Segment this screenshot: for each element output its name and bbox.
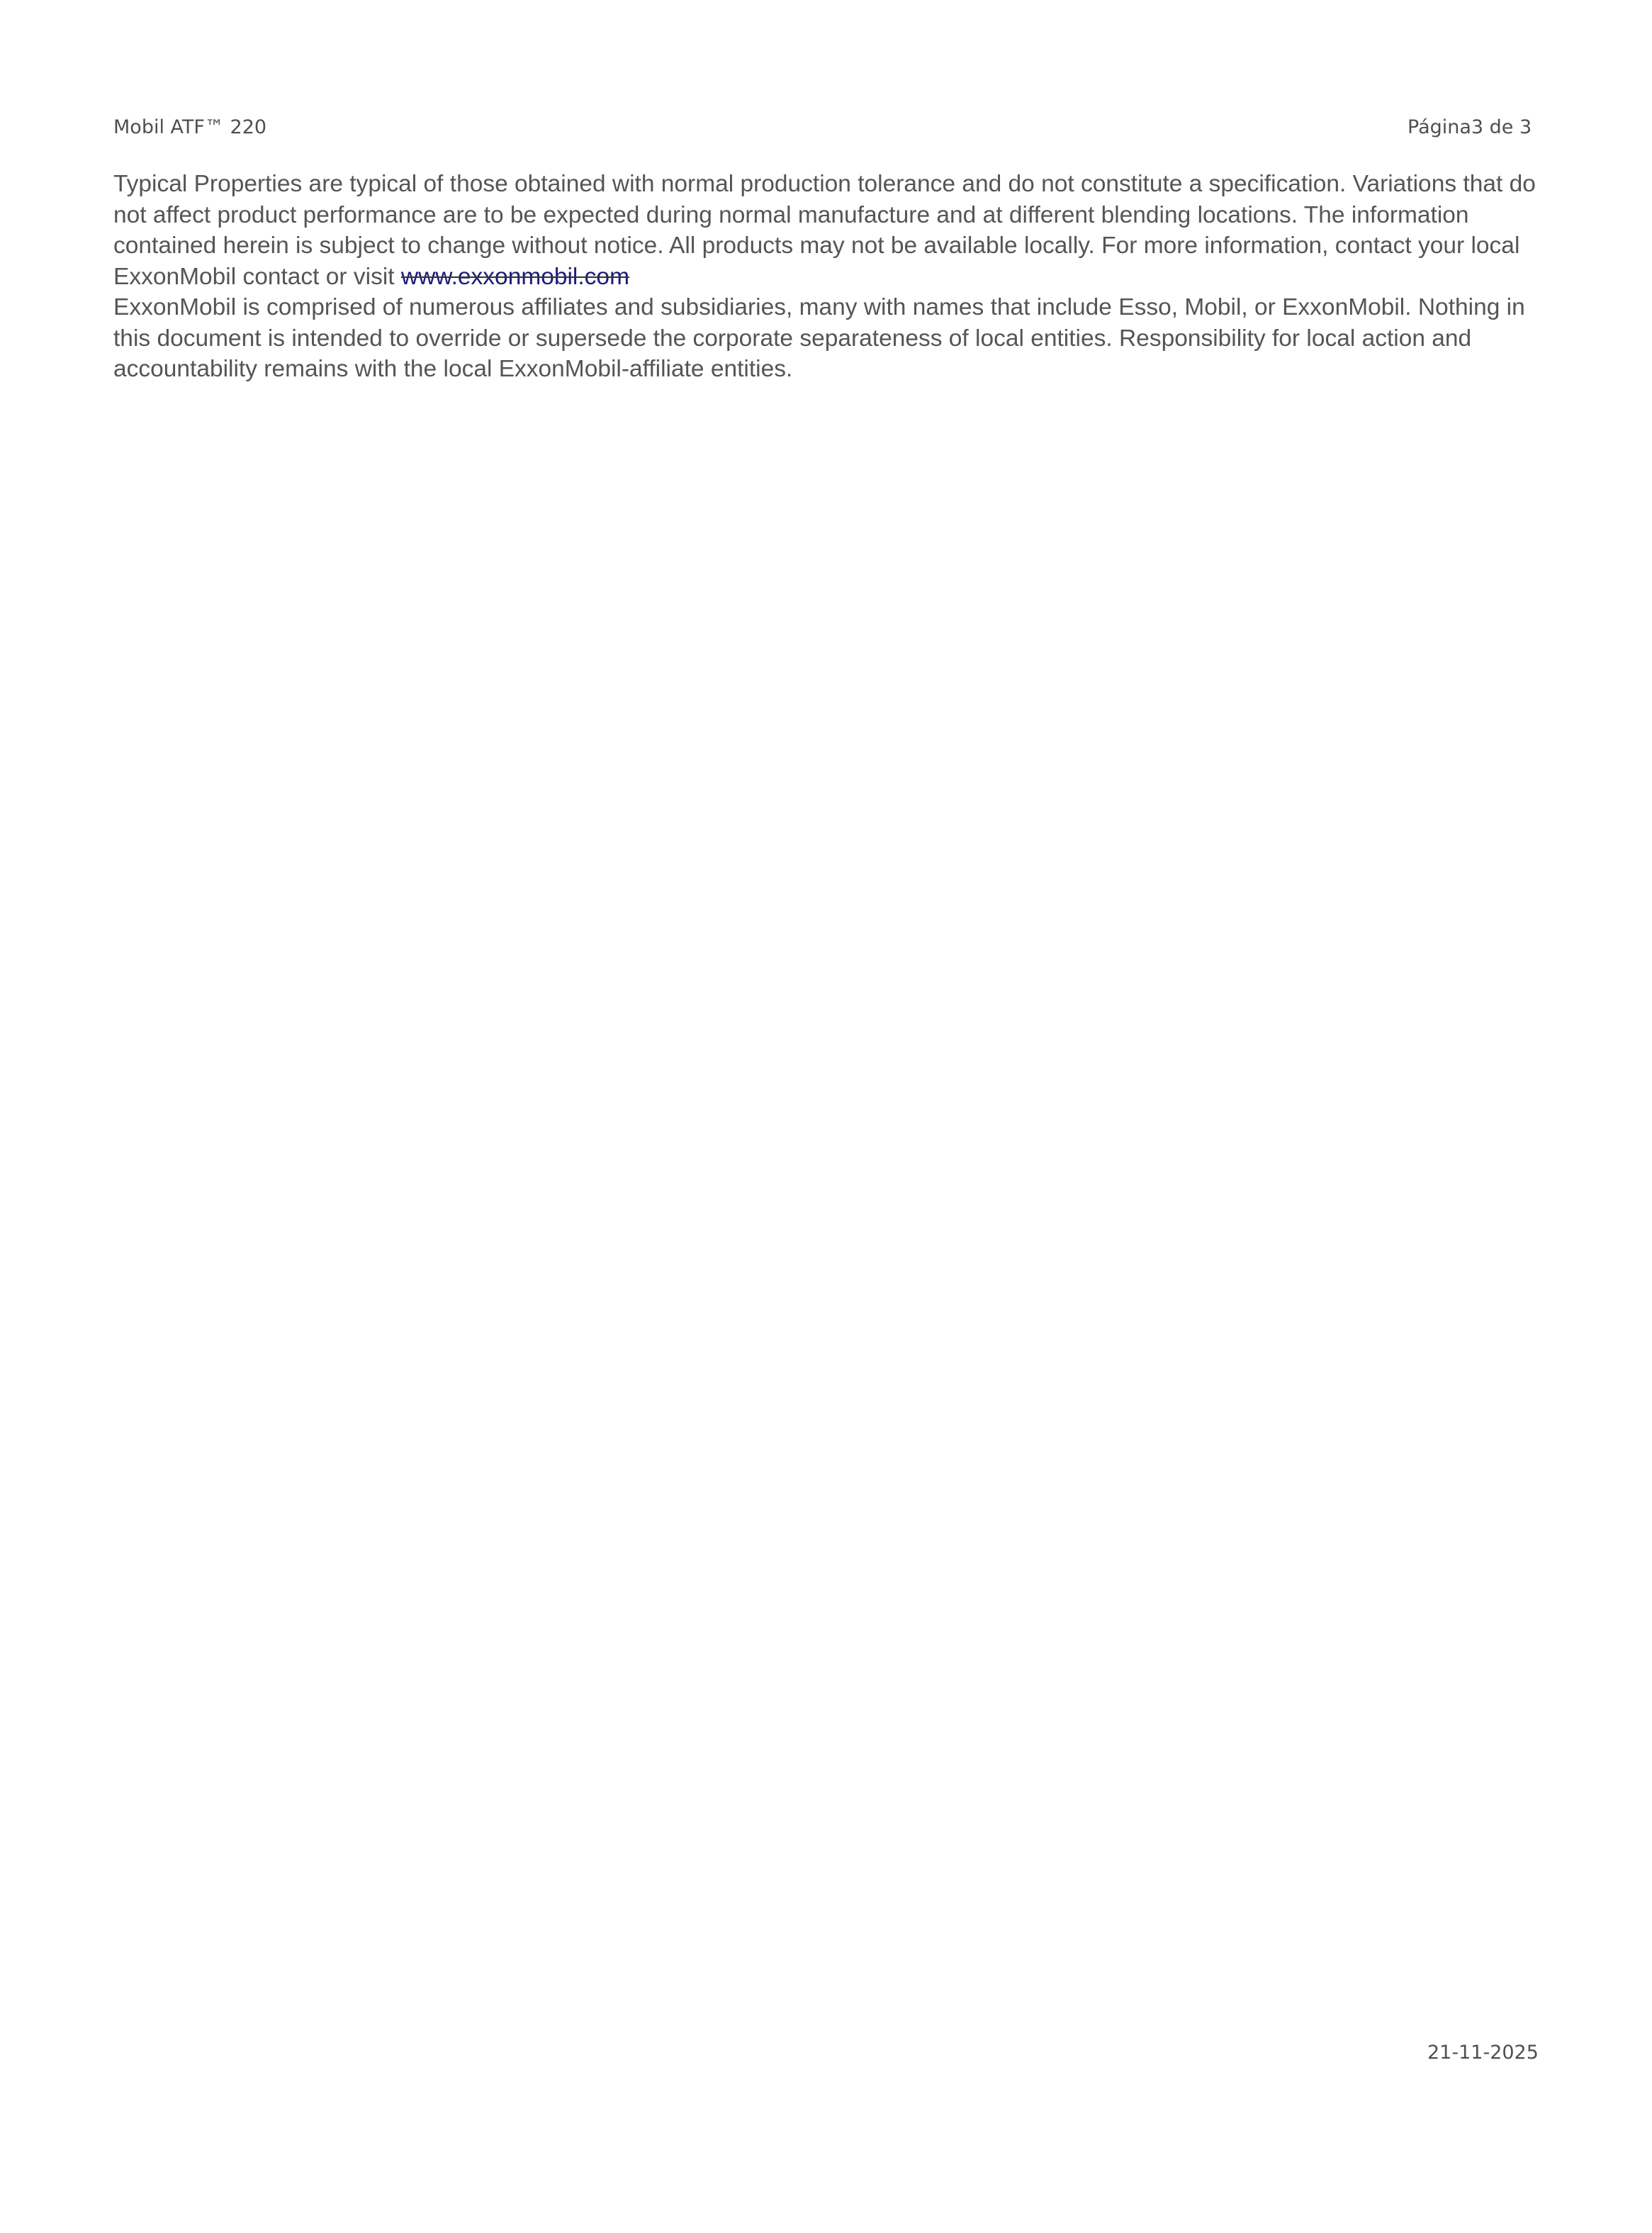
disclaimer-paragraph-1-text: Typical Properties are typical of those obtained with normal production tolerance and do not constitute a specification. Variations that do not affect product performance are to be expected during normal manufacture and at different blending locations. The information contained herein is subject to change without notice. All products may not be available locally. For more information, contact your local ExxonMobil contact or visit [113,171,1536,290]
product-name: Mobil ATF™ 220 [113,116,267,138]
disclaimer-block [113,169,1559,385]
exxonmobil-website-link[interactable]: www.exxonmobil.com [400,263,629,290]
disclaimer-paragraph-2: ExxonMobil is comprised of numerous affiliates and subsidiaries, many with names that include Esso, Mobil, or ExxonMobil. Nothing in this document is intended to override or supersede the corporate separateness of local entities. Responsibility for local action and accountability remains with the local ExxonMobil-affiliate entities. [113,294,1525,382]
page-indicator: Página3 de 3 [1407,116,1532,138]
document-date: 21-11-2025 [1427,2042,1539,2064]
disclaimer-paragraph-1 [113,169,1559,292]
